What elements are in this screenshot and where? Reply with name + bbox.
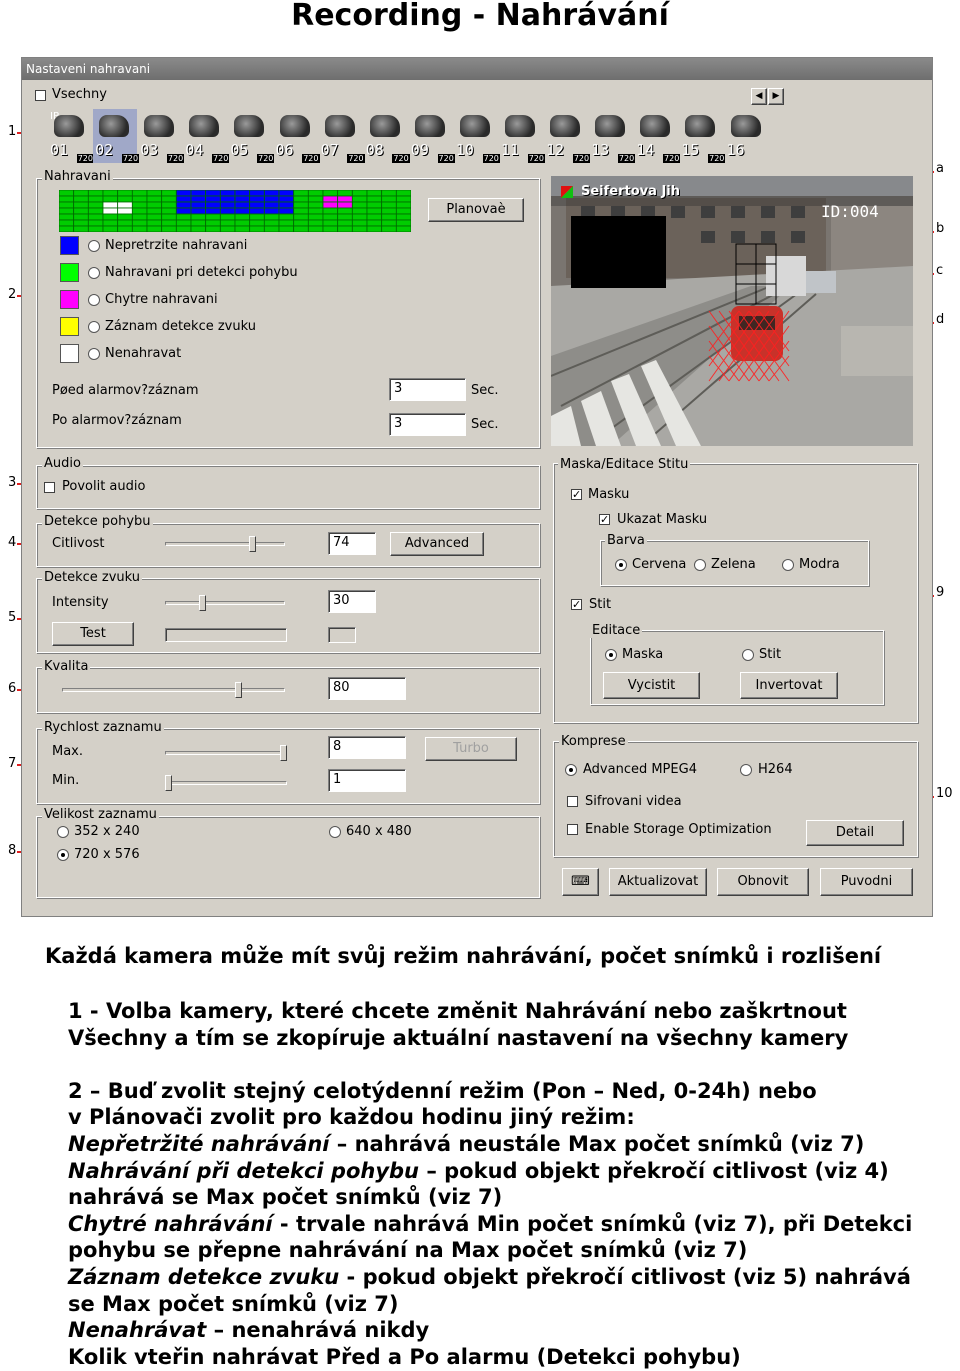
color-green-label: Zelena — [711, 557, 756, 572]
mode-smart-text: - trvale nahrává Min počet snímků (viz 7), při Detekci — [272, 1211, 913, 1236]
clear-button[interactable]: Vycistit — [603, 672, 700, 699]
edit-mask-label: Maska — [622, 647, 664, 662]
rate-max-value[interactable]: 8 — [328, 736, 406, 759]
mode-radio-0[interactable] — [88, 240, 100, 252]
marker-left-7: 7 — [8, 756, 17, 771]
description-body — [68, 998, 912, 1370]
p2-line2: v Plánovači zvolit pro každou hodinu jiný režim: — [68, 1105, 635, 1130]
intensity-slider-thumb[interactable] — [199, 595, 206, 611]
marker-left-5: 5 — [8, 610, 17, 625]
marker-right-10: 10 — [936, 786, 953, 801]
intensity-slider-track[interactable] — [165, 601, 285, 605]
camera-icon — [325, 115, 355, 137]
camera-icon — [731, 115, 761, 137]
p1-line1: 1 - Volba kamery, které chcete změnit Nahrávání nebo zaškrtnout — [68, 999, 847, 1023]
camera-number: 10 — [455, 141, 474, 159]
camera-icon — [189, 115, 219, 137]
mpeg4-radio[interactable] — [565, 764, 577, 776]
mode-color-swatch — [60, 317, 79, 336]
camera-08-button[interactable] — [364, 109, 408, 163]
post-alarm-label: Po alarmov?záznam — [52, 413, 182, 428]
quality-value[interactable]: 80 — [328, 677, 406, 700]
size-720-label: 720 x 576 — [74, 847, 140, 862]
mask-label: Masku — [588, 487, 630, 502]
sound-level-meter — [165, 628, 287, 642]
scroll-left-button[interactable]: ◀ — [751, 88, 767, 105]
camera-number: 15 — [681, 141, 700, 159]
mode-none-text: – nenahrává nikdy — [206, 1318, 430, 1343]
mode-motion-name: Nahrávání při detekci pohybu — [68, 1158, 420, 1183]
sensitivity-label: Citlivost — [52, 536, 105, 551]
rate-max-label: Max. — [52, 744, 84, 759]
marker-left-6: 6 — [8, 681, 17, 696]
camera-number: 02 — [95, 141, 114, 159]
mask-checkbox[interactable]: ✓ — [572, 488, 582, 501]
mode-motion-text: – pokud objekt překročí citlivost (viz 4) — [419, 1158, 889, 1183]
mode-sound-line2: se Max počet snímků (viz 7) — [68, 1291, 399, 1316]
planner-button[interactable]: Planovaè — [428, 198, 524, 222]
compression-group-label: Komprese — [561, 734, 626, 749]
marker-right-c: c — [936, 263, 944, 278]
camera-number: 13 — [591, 141, 610, 159]
camera-resolution: 720 — [213, 154, 229, 163]
quality-group-label: Kvalita — [44, 659, 89, 674]
camera-06-button[interactable] — [274, 109, 318, 163]
mode-label-0: Nepretrzite nahravani — [105, 238, 248, 253]
show-mask-checkbox[interactable]: ✓ — [600, 513, 610, 526]
h264-radio[interactable] — [740, 764, 752, 776]
storage-optimization-checkbox[interactable] — [567, 824, 578, 835]
mode-sound-name: Záznam detekce zvuku — [68, 1264, 340, 1289]
camera-10-button[interactable] — [454, 109, 498, 163]
last-line: Kolik vteřin nahrávat Před a Po alarmu (Detekci pohybu) — [68, 1344, 741, 1369]
camera-14-button[interactable] — [634, 109, 678, 163]
mode-label-3: Záznam detekce zvuku — [105, 319, 256, 334]
keyboard-icon[interactable]: ⌨ — [562, 868, 599, 896]
intensity-value[interactable]: 30 — [328, 590, 376, 613]
restore-button[interactable]: Obnovit — [717, 868, 809, 896]
mode-continuous-text: – nahrává neustále Max počet snímků (viz 7) — [329, 1131, 865, 1156]
pre-alarm-input[interactable]: 3 — [389, 378, 466, 401]
marker-left-8: 8 — [8, 843, 17, 858]
camera-number: 05 — [230, 141, 249, 159]
h264-label: H264 — [758, 762, 793, 777]
mode-motion-line2: nahrává se Max počet snímků (viz 7) — [68, 1185, 503, 1210]
rate-min-slider-thumb[interactable] — [165, 775, 172, 791]
edit-shield-label: Stit — [759, 647, 782, 662]
camera-resolution: 720 — [528, 154, 544, 163]
camera-type: IP — [50, 111, 59, 122]
mode-continuous-name: Nepřetržité nahrávání — [68, 1131, 330, 1156]
marker-left-4: 4 — [8, 535, 17, 550]
mode-label-2: Chytre nahravani — [105, 292, 218, 307]
advanced-button[interactable]: Advanced — [390, 532, 484, 556]
camera-resolution: 720 — [573, 154, 590, 163]
intensity-label: Intensity — [52, 595, 109, 610]
preview-camera-id: ID:004 — [821, 202, 879, 221]
page-title: Recording - Nahrávání — [291, 0, 669, 33]
camera-icon — [640, 115, 670, 137]
camera-resolution: 720 — [664, 154, 680, 163]
mask-group-label: Maska/Editace Stitu — [560, 457, 689, 472]
camera-icon — [144, 115, 174, 137]
pre-alarm-unit: Sec. — [471, 383, 499, 398]
preview-camera-name: Seifertova Jih — [581, 184, 680, 199]
camera-02-button[interactable] — [93, 109, 137, 163]
scroll-right-button[interactable]: ▶ — [768, 88, 784, 105]
all-cameras-label: Vsechny — [52, 87, 107, 102]
camera-number: 07 — [320, 141, 339, 159]
motion-group-label: Detekce pohybu — [44, 514, 151, 529]
size-640-radio[interactable] — [329, 826, 341, 838]
camera-16-button[interactable] — [725, 109, 769, 163]
camera-icon — [505, 115, 535, 137]
marker-left-1: 1 — [8, 124, 17, 139]
mode-color-swatch — [60, 263, 79, 282]
camera-number: 04 — [185, 141, 204, 159]
audio-group-label: Audio — [44, 456, 81, 471]
mode-color-swatch — [60, 236, 79, 255]
color-green-radio[interactable] — [694, 559, 706, 571]
camera-resolution: 720 — [303, 154, 319, 163]
enable-audio-label: Povolit audio — [62, 479, 146, 494]
size-group-label: Velikost zaznamu — [44, 807, 157, 822]
camera-icon — [234, 115, 264, 137]
weekly-schedule-grid[interactable] — [59, 190, 411, 232]
camera-05-button[interactable] — [228, 109, 272, 163]
camera-resolution: 720 — [709, 154, 725, 163]
rate-min-slider-track[interactable] — [165, 781, 287, 785]
sound-indicator — [328, 627, 356, 643]
mode-radio-1[interactable] — [88, 267, 100, 279]
camera-icon — [460, 115, 490, 137]
marker-right-d: d — [936, 312, 945, 327]
sensitivity-slider-thumb[interactable] — [249, 536, 256, 552]
camera-15-button[interactable] — [679, 109, 723, 163]
camera-number: 09 — [410, 141, 429, 159]
rate-group-label: Rychlost zaznamu — [44, 720, 162, 735]
mode-radio-4[interactable] — [88, 348, 100, 360]
camera-resolution: 720 — [122, 154, 139, 163]
turbo-button[interactable]: Turbo — [425, 737, 517, 761]
camera-number: 08 — [365, 141, 384, 159]
camera-resolution: 720 — [167, 154, 184, 163]
marker-right-a: a — [936, 161, 944, 176]
camera-number: 06 — [275, 141, 294, 159]
shield-checkbox[interactable]: ✓ — [572, 598, 582, 611]
camera-09-button[interactable] — [409, 109, 453, 163]
camera-07-button[interactable] — [319, 109, 363, 163]
description-heading: Každá kamera může mít svůj režim nahrávání, počet snímků i rozlišení — [45, 944, 882, 968]
color-red-label: Cervena — [632, 557, 687, 572]
camera-icon — [370, 115, 400, 137]
recording-settings-dialog — [21, 57, 933, 917]
dialog-title: Nastaveni nahravani — [22, 58, 932, 80]
mode-smart-name: Chytré nahrávání — [68, 1211, 273, 1236]
post-alarm-input[interactable]: 3 — [389, 413, 466, 436]
all-cameras-checkbox[interactable] — [35, 90, 46, 101]
pre-alarm-label: Pøed alarmov?záznam — [52, 383, 199, 398]
detail-button[interactable]: Detail — [806, 820, 904, 846]
size-352-radio[interactable] — [57, 826, 69, 838]
mode-none-name: Nenahrávat — [68, 1318, 207, 1343]
camera-resolution: 720 — [258, 154, 274, 163]
mode-radio-2[interactable] — [88, 294, 100, 306]
camera-number: 01 — [50, 141, 69, 159]
camera-number: 11 — [501, 141, 520, 159]
color-blue-label: Modra — [799, 557, 840, 572]
camera-11-button[interactable] — [499, 109, 543, 163]
camera-number: 16 — [726, 141, 745, 159]
mode-label-1: Nahravani pri detekci pohybu — [105, 265, 298, 280]
invert-button[interactable]: Invertovat — [740, 672, 838, 699]
camera-resolution: 720 — [77, 154, 93, 163]
camera-icon — [685, 115, 715, 137]
enable-audio-checkbox[interactable] — [44, 482, 55, 493]
color-blue-radio[interactable] — [782, 559, 794, 571]
size-640-label: 640 x 480 — [346, 824, 412, 839]
camera-preview[interactable] — [551, 176, 913, 446]
mode-color-swatch — [60, 290, 79, 309]
color-red-radio[interactable] — [615, 559, 627, 571]
shield-label: Stit — [589, 597, 612, 612]
camera-icon — [280, 115, 310, 137]
storage-optimization-label: Enable Storage Optimization — [585, 822, 772, 837]
camera-12-button[interactable] — [544, 109, 588, 163]
original-button[interactable]: Puvodni — [820, 868, 913, 896]
mode-label-4: Nenahravat — [105, 346, 182, 361]
p2-line1: 2 – Buď zvolit stejný celotýdenní režim (Pon – Ned, 0-24h) nebo — [68, 1078, 817, 1103]
sound-group-label: Detekce zvuku — [44, 570, 141, 585]
update-button[interactable]: Aktualizovat — [609, 868, 707, 896]
camera-number: 12 — [546, 141, 565, 159]
camera-number: 14 — [636, 141, 655, 159]
marker-right-b: b — [936, 221, 945, 236]
camera-resolution: 720 — [438, 154, 454, 163]
marker-left-2: 2 — [8, 287, 17, 302]
post-alarm-unit: Sec. — [471, 417, 499, 432]
show-mask-label: Ukazat Masku — [617, 512, 708, 527]
camera-resolution: 720 — [393, 154, 409, 163]
camera-03-button[interactable] — [138, 109, 182, 163]
quality-slider-track[interactable] — [62, 688, 285, 692]
p1-line2: Všechny a tím se zkopíruje aktuální nastavení na všechny kamery — [68, 1025, 849, 1050]
mode-smart-line2: pohybu se přepne nahrávání na Max počet snímků (viz 7) — [68, 1238, 748, 1263]
sensitivity-value[interactable]: 74 — [328, 532, 376, 555]
size-720-radio[interactable] — [57, 849, 69, 861]
test-button[interactable]: Test — [52, 622, 134, 646]
rate-min-label: Min. — [52, 773, 80, 788]
camera-01-button[interactable] — [48, 109, 92, 163]
marker-left-3: 3 — [8, 475, 17, 490]
edit-group-label: Editace — [592, 623, 641, 638]
camera-resolution: 720 — [618, 154, 635, 163]
edit-shield-radio[interactable] — [742, 649, 754, 661]
camera-icon — [99, 115, 129, 137]
camera-icon — [595, 115, 625, 137]
encrypt-checkbox[interactable] — [567, 796, 578, 807]
sensitivity-slider-track[interactable] — [165, 542, 285, 546]
marker-right-9: 9 — [936, 585, 945, 600]
quality-slider-thumb[interactable] — [235, 682, 242, 698]
rate-max-slider-track[interactable] — [165, 751, 287, 755]
rate-min-value[interactable]: 1 — [328, 769, 406, 792]
camera-13-button[interactable] — [589, 109, 633, 163]
mode-radio-3[interactable] — [88, 321, 100, 333]
camera-icon — [550, 115, 580, 137]
camera-number: 03 — [140, 141, 159, 159]
camera-resolution: 720 — [348, 154, 364, 163]
camera-04-button[interactable] — [183, 109, 227, 163]
camera-resolution: 720 — [483, 154, 499, 163]
camera-icon — [415, 115, 445, 137]
mode-color-swatch — [60, 344, 79, 363]
rate-max-slider-thumb[interactable] — [280, 745, 287, 761]
recording-group-label: Nahravani — [44, 169, 111, 184]
mpeg4-label: Advanced MPEG4 — [583, 762, 697, 777]
encrypt-label: Sifrovani videa — [585, 794, 682, 809]
edit-mask-radio[interactable] — [605, 649, 617, 661]
color-group-label: Barva — [607, 533, 645, 548]
mode-sound-text: - pokud objekt překročí citlivost (viz 5) nahrává — [339, 1264, 911, 1289]
size-352-label: 352 x 240 — [74, 824, 140, 839]
